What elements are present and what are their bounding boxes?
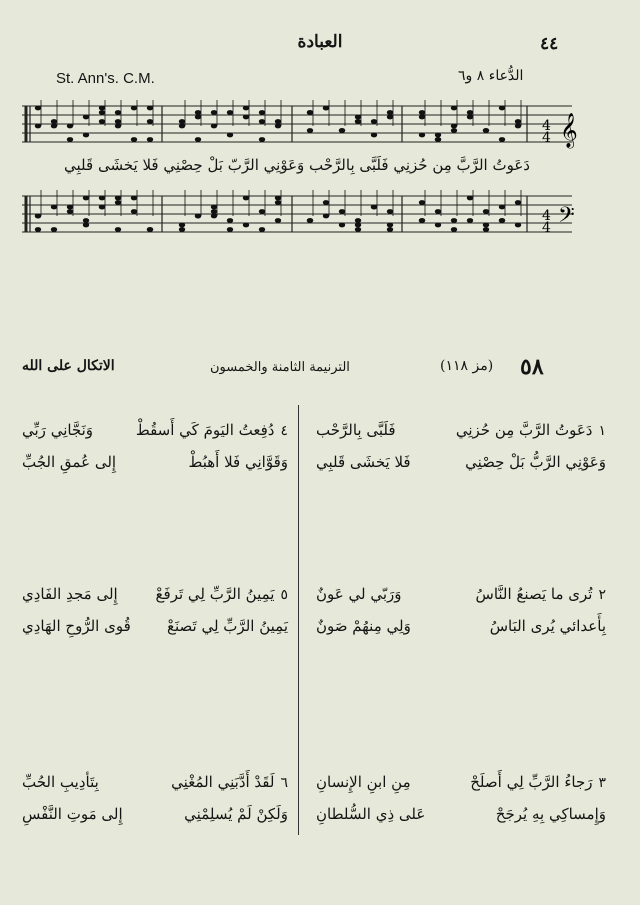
- hymn-ordinal-title: الترنيمة الثامنة والخمسون: [210, 360, 350, 375]
- verse: ٢تُرى ما يَصنعُ النَّاسُ وَرَبّي لي عَونٌ بِأَعدائي يُرى البَاسُ وَلِي مِنهُمْ صَونٌ: [316, 585, 606, 635]
- verse: ٦لَقَدْ أَدَّبَنِي المُغْنِي بِتَأدِيبِ الحُبِّ وَلَكِنْ لَمْ يُسلِمْنِي إِلى مَوتِ النَّفْسِ: [22, 773, 288, 823]
- bass-clef-icon: 𝄢: [558, 203, 575, 233]
- music-staff-bass: [22, 186, 575, 242]
- meter-label: الدُّعاء ٨ و٦: [458, 68, 524, 84]
- verse: ٣رَجاءُ الرَّبِّ لِي أَصلَحْ مِنِ ابنِ الإِنسانِ وَإِمساكِي بِهِ يُرجَحْ عَلى ذِي السُّلطانِ: [316, 773, 606, 823]
- music-lyrics-line: دَعَوتُ الرَّبَّ مِن حُزنِي فَلَبَّى بِالرَّحْب وَعَوْنِي الرَّبّ بَلْ حِصْنِي فَلا يَخشَى قَلبِي: [64, 156, 530, 174]
- column-divider: [298, 405, 299, 835]
- verse: ٤دُفِعتُ اليَومَ كَي أَسقُطْ وَنَجَّانِي رَبِّي وَقَوَّانِي فَلا أَهبُطْ إِلى عُمقِ الجُبِّ: [22, 421, 288, 471]
- time-signature: 4: [542, 118, 551, 134]
- tune-name: St. Ann's. C.M.: [56, 70, 155, 87]
- page-title: العبادة: [297, 32, 343, 52]
- music-staff-treble: [22, 96, 578, 152]
- verse: ١دَعَوتُ الرَّبَّ مِن حُزنِي فَلَبَّى بِالرَّحْب وَعَوْنِي الرَّبُّ بَلْ حِصْنِي فَلا يَخشَى قَلبِي: [316, 421, 606, 471]
- page-number: ٤٤: [540, 34, 559, 54]
- verse: ٥يَمِينُ الرَّبِّ لِي تَرفَعْ إِلى مَجدِ الفَادِي يَمِينُ الرَّبِّ لِي تَصنَعْ قُوى الرُّوحِ الهَادِي: [22, 585, 288, 635]
- treble-clef-icon: 𝄞: [560, 113, 578, 148]
- svg-text:4: 4: [542, 208, 551, 224]
- svg-text:4: 4: [542, 220, 551, 236]
- svg-text:4: 4: [542, 130, 551, 146]
- hymn-number: ٥٨: [520, 354, 544, 380]
- hymn-topic: الاتكال على الله: [22, 358, 115, 374]
- hymn-reference: (مز ١١٨): [440, 358, 494, 374]
